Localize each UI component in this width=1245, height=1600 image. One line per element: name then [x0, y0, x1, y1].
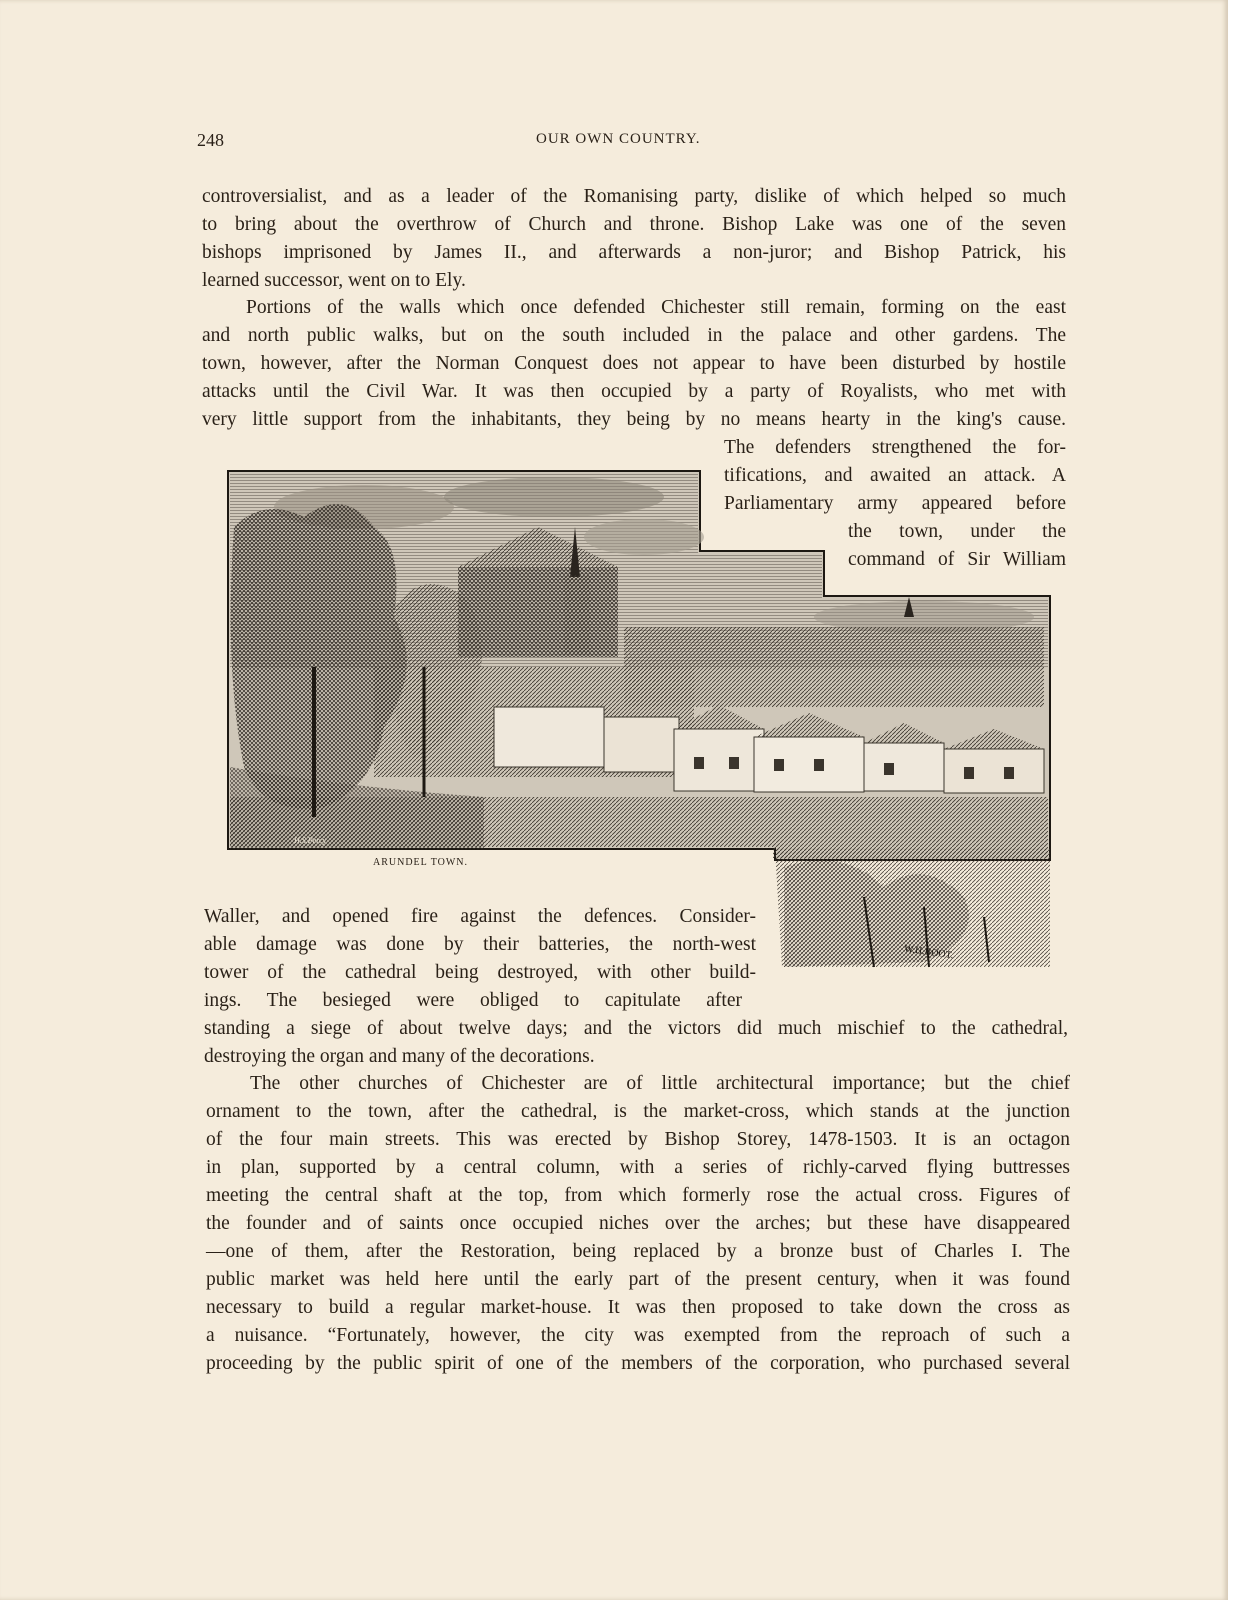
text-line: destroying the organ and many of the decorations.: [204, 1046, 595, 1067]
page-number: 248: [197, 130, 224, 150]
text-line: The defenders strengthened the for-: [724, 437, 1066, 458]
text-line: and north public walks, but on the south included in the palace and other gardens. The: [202, 325, 1066, 346]
text-line: Waller, and opened fire against the defences. Consider-: [204, 906, 756, 927]
text-line: learned successor, went on to Ely.: [202, 270, 466, 291]
text-line: meeting the central shaft at the top, from which formerly rose the actual cross. Figures of: [206, 1185, 1070, 1206]
text-line: the founder and of saints once occupied niches over the arches; but these have disappeared: [206, 1213, 1070, 1234]
text-line: in plan, supported by a central column, with a series of richly-carved flying buttresses: [206, 1157, 1070, 1178]
text-line: tower of the cathedral being destroyed, with other build-: [204, 962, 756, 983]
engraving-illustration: [224, 467, 1056, 972]
text-line: of the four main streets. This was erected by Bishop Storey, 1478-1503. It is an octagon: [206, 1129, 1070, 1150]
text-line: the town, under the: [848, 521, 1066, 542]
text-line: to bring about the overthrow of Church and throne. Bishop Lake was one of the seven: [202, 214, 1066, 235]
text-line: command of Sir William: [848, 549, 1066, 570]
text-line: able damage was done by their batteries, the north-west: [204, 934, 756, 955]
text-line: very little support from the inhabitants, they being by no means hearty in the king's cause.: [202, 409, 1066, 430]
text-line: Parliamentary army appeared before: [724, 493, 1066, 514]
text-line: ornament to the town, after the cathedral, is the market-cross, which stands at the junction: [206, 1101, 1070, 1122]
running-title: OUR OWN COUNTRY.: [536, 131, 701, 147]
text-line: standing a siege of about twelve days; and the victors did much mischief to the cathedral,: [204, 1018, 1068, 1039]
signature-left: H.S.Percy: [294, 836, 327, 845]
text-line: town, however, after the Norman Conquest does not appear to have been disturbed by hostile: [202, 353, 1066, 374]
text-line: tifications, and awaited an attack. A: [724, 465, 1066, 486]
text-line: proceeding by the public spirit of one of the members of the corporation, who purchased several: [206, 1353, 1070, 1374]
text-line: a nuisance. “Fortunately, however, the city was exempted from the reproach of such a: [206, 1325, 1070, 1346]
signature-right: W.H.BOOT.: [903, 943, 955, 962]
text-line: The other churches of Chichester are of little architectural importance; but the chief: [250, 1073, 1070, 1094]
text-line: Portions of the walls which once defended Chichester still remain, forming on the east: [246, 297, 1066, 318]
text-line: controversialist, and as a leader of the Romanising party, dislike of which helped so much: [202, 186, 1066, 207]
text-line: bishops imprisoned by James II., and afterwards a non-juror; and Bishop Patrick, his: [202, 242, 1066, 263]
text-line: ings. The besieged were obliged to capitulate after: [204, 990, 742, 1011]
text-line: necessary to build a regular market-house. It was then proposed to take down the cross as: [206, 1297, 1070, 1318]
text-line: public market was held here until the early part of the present century, when it was found: [206, 1269, 1070, 1290]
text-line: —one of them, after the Restoration, being replaced by a bronze bust of Charles I. The: [206, 1241, 1070, 1262]
illustration-caption: ARUNDEL TOWN.: [373, 857, 469, 868]
text-line: attacks until the Civil War. It was then occupied by a party of Royalists, who met with: [202, 381, 1066, 402]
